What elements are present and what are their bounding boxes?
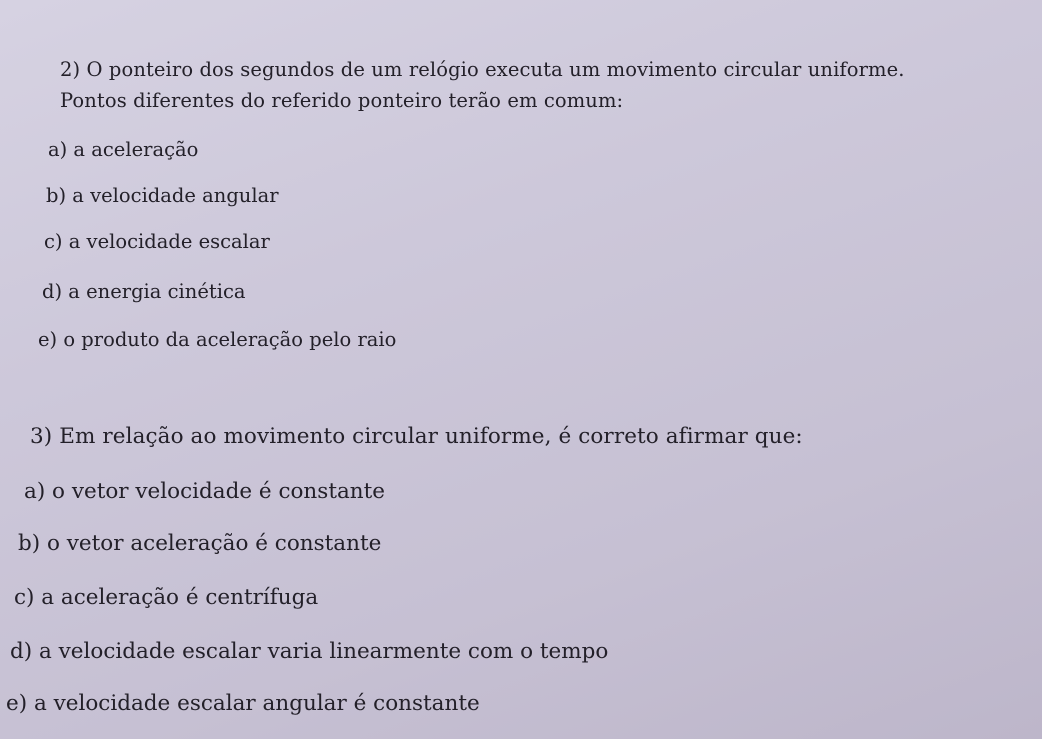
question-2-option-a: a) a aceleração	[48, 138, 199, 161]
question-2-option-b: b) a velocidade angular	[46, 184, 279, 207]
question-3-option-d: d) a velocidade escalar varia linearmente com o tempo	[10, 639, 609, 664]
question-3-option-c: c) a aceleração é centrífuga	[14, 585, 319, 610]
question-2-option-d: d) a energia cinética	[42, 280, 246, 303]
question-2-stem-line-2: Pontos diferentes do referido ponteiro terão em comum:	[60, 89, 624, 112]
question-3-option-b: b) o vetor aceleração é constante	[18, 531, 382, 556]
question-3-stem: 3) Em relação ao movimento circular uniforme, é correto afirmar que:	[30, 424, 803, 449]
question-3-option-e: e) a velocidade escalar angular é constante	[6, 691, 480, 716]
question-2-option-e: e) o produto da aceleração pelo raio	[38, 328, 397, 351]
question-3-option-a: a) o vetor velocidade é constante	[24, 479, 385, 504]
question-2-option-c: c) a velocidade escalar	[44, 230, 270, 253]
question-2-stem-line-1: 2) O ponteiro dos segundos de um relógio executa um movimento circular uniforme.	[60, 58, 905, 81]
